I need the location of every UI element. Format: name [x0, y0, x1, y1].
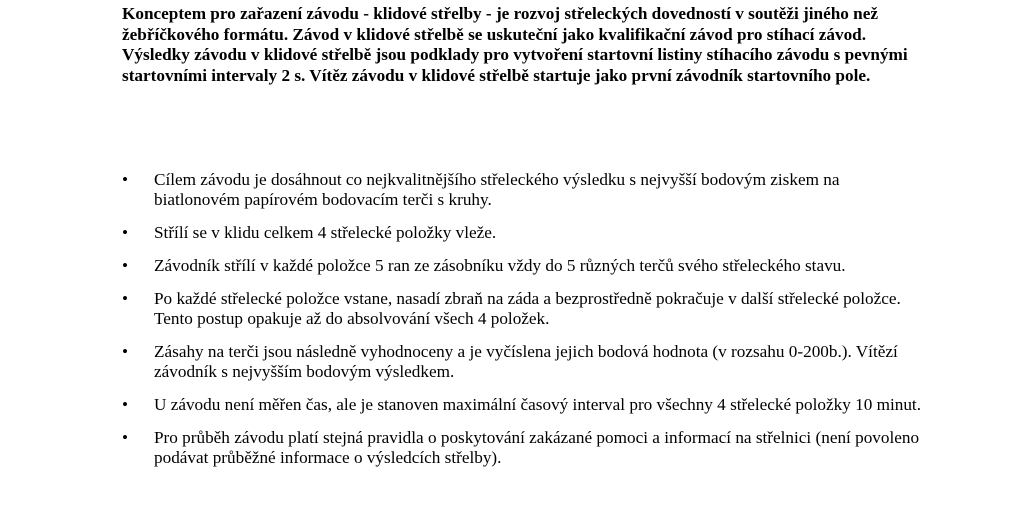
list-item-text: U závodu není měřen čas, ale je stanoven maximální časový interval pro všechny 4 střelecké položky 10 minut. [154, 395, 921, 415]
bullet-marker: • [122, 223, 129, 243]
list-item [122, 256, 922, 276]
list-item [122, 395, 922, 415]
bullet-marker: • [122, 428, 129, 447]
list-item [122, 342, 922, 383]
bullet-marker: • [122, 170, 129, 189]
intro-paragraph: Konceptem pro zařazení závodu - klidové střelby - je rozvoj střeleckých dovedností v soutěži jiného než žebříčkového formátu. Závod v klidové střelbě se uskuteční jako kvalifikační závod pro stíhací závod. Výsledky závodu v klidové střelbě jsou podklady pro vytvoření startovní listiny stíhacího závodu s pevnými startovními intervaly 2 s. Vítěz závodu v klidové střelbě startuje jako první závodník startovního pole. [122, 4, 908, 85]
list-item [122, 428, 922, 469]
list-item [122, 289, 922, 330]
bullet-marker: • [122, 288, 129, 308]
list-item [122, 223, 922, 243]
list-item-text: Střílí se v klidu celkem 4 střelecké položky vleže. [154, 223, 497, 243]
list-item-text: Po každé střelecké položce vstane, nasadí zbraň na záda a bezprostředně pokračuje v další střelecké položce. Tento postup opakuje až do absolvování všech 4 položek. [154, 288, 901, 329]
rules-list [122, 170, 922, 481]
bullet-marker: • [122, 342, 129, 361]
bullet-marker: • [122, 395, 129, 415]
list-item-text: Cílem závodu je dosáhnout co nejkvalitnějšího střeleckého výsledku s nejvyšší bodovým ziskem na biatlonovém papírovém bodovacím terči s kruhy. [154, 170, 840, 210]
bullet-marker: • [122, 256, 129, 275]
list-item-text: Pro průběh závodu platí stejná pravidla o poskytování zakázané pomoci a informací na střelnici (není povoleno podávat průběžné informace o výsledcích střelby). [154, 428, 920, 468]
list-item-text: Zásahy na terči jsou následně vyhodnoceny a je vyčíslena jejich bodová hodnota (v rozsahu 0-200b.). Vítězí závodník s nejvyšším bodovým výsledkem. [154, 342, 898, 382]
list-item-text: Závodník střílí v každé položce 5 ran ze zásobníku vždy do 5 různých terčů svého střeleckého stavu. [154, 256, 846, 275]
list-item [122, 170, 922, 211]
